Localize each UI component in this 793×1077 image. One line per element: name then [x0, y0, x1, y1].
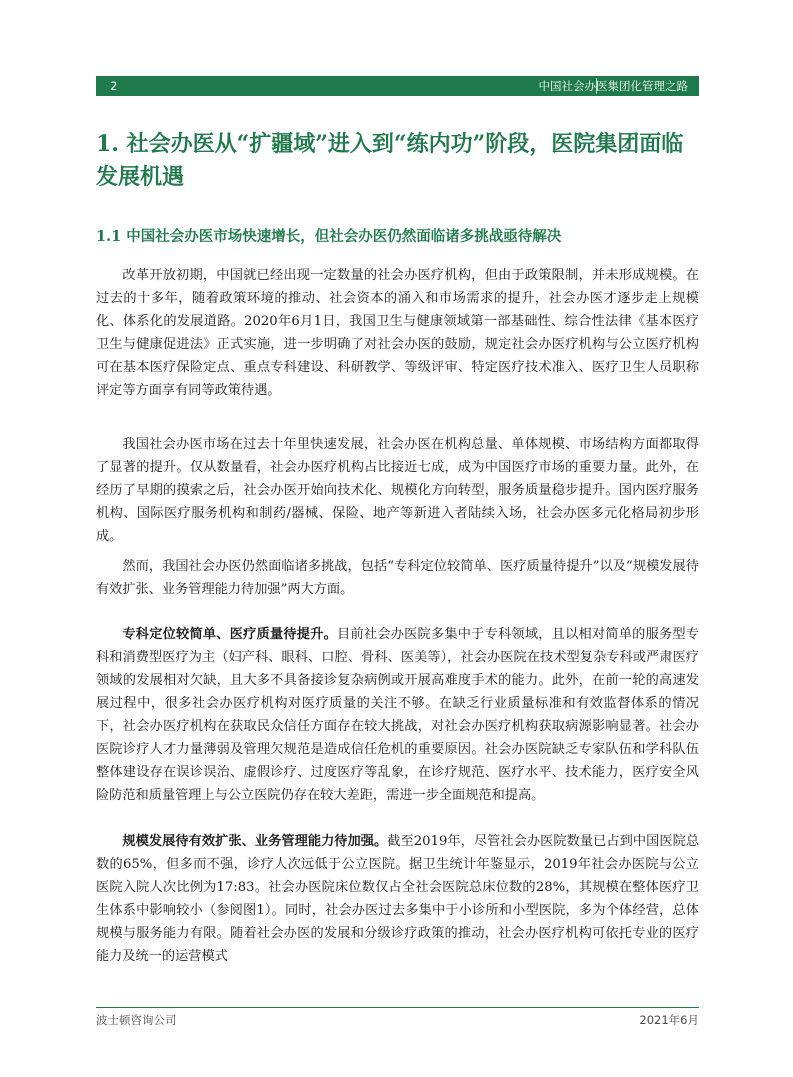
footer-company: 波士顿咨询公司 — [96, 1013, 177, 1027]
page-number: 2 — [110, 79, 118, 93]
paragraph-lead-quality: 专科定位较简单、医疗质量待提升。 — [122, 627, 338, 642]
paragraph-lead-scale: 规模发展待有效扩张、业务管理能力待加强。 — [122, 834, 388, 849]
running-header — [96, 76, 699, 96]
footer-date: 2021年6月 — [639, 1013, 699, 1027]
running-title: 中国社会办医集团化管理之路 — [538, 79, 688, 93]
paragraph-market-growth: 我国社会办医市场在过去十年里快速发展，社会办医在机构总量、单体规模、市场结构方面都取得了显著的提升。仅从数量看，社会办医疗机构占比接近七成，成为中国医疗市场的重要力量。此外，在经历了早期的摸索之后，社会办医开始向技术化、规模化方向转型，服务质量稳步提升。国内医疗服务机构、国际医疗服务机构和制药/器械、保险、地产等新进入者陆续入场，社会办医多元化格局初步形成。 — [96, 437, 699, 544]
footer-divider — [96, 1007, 699, 1008]
paragraph-quality — [96, 623, 699, 807]
paragraph-intro: 改革开放初期，中国就已经出现一定数量的社会办医疗机构，但由于政策限制，并未形成规模。在过去的十多年，随着政策环境的推动、社会资本的涌入和市场需求的提升，社会办医才逐步走上规模化、体系化的发展道路。2020年6月1日，我国卫生与健康领域第一部基础性、综合性法律《基本医疗卫生与健康促进法》正式实施，进一步明确了对社会办医的鼓励，规定社会办医疗机构与公立医疗机构可在基本医疗保险定点、重点专科建设、科研教学、等级评审、特定医疗技术准入、医疗卫生人员职称评定等方面享有同等政策待遇。 — [96, 268, 699, 398]
subsection-heading: 1.1 中国社会办医市场快速增长，但社会办医仍然面临诸多挑战亟待解决 — [96, 228, 562, 245]
paragraph-body-quality: 目前社会办医院多集中于专科领域，且以相对简单的服务型专科和消费型医疗为主（妇产科、眼科、口腔、骨科、医美等），社会办医院在技术型复杂专科或严肃医疗领域的发展相对欠缺，且大多不具备接诊复杂病例或开展高难度手术的能力。此外，在前一轮的高速发展过程中，很多社会办医疗机构对医疗质量的关注不够。在缺乏行业质量标准和有效监督体系的情况下，社会办医疗机构在获取民众信任方面存在较大挑战，对社会办医疗机构获取病源影响显著。社会办医院诊疗人才力量薄弱及管理欠规范是造成信任危机的重要原因。社会办医院缺乏专家队伍和学科队伍整体建设存在误诊误治、虚假诊疗、过度医疗等乱象，在诊疗规范、医疗水平、技术能力，医疗安全风险防范和质量管理上与公立医院仍存在较大差距，需进一步全面规范和提高。 — [96, 627, 700, 803]
section-heading: 1. 社会办医从“扩疆域”进入到“练内功”阶段，医院集团面临发展机遇 — [96, 131, 684, 190]
paragraph-challenges: 然而，我国社会办医仍然面临诸多挑战，包括“专科定位较简单、医疗质量待提升”以及“规模发展待有效扩张、业务管理能力待加强”两大方面。 — [96, 559, 699, 597]
paragraph-scale — [96, 830, 699, 968]
paragraph-body-scale: 截至2019年，尽管社会办医院数量已占到中国医院总数的65%，但多而不强，诊疗人次远低于公立医院。据卫生统计年鉴显示，2019年社会办医院与公立医院入院人次比例为17:83。社会办医院床位数仅占全社会医院总床位数的28%，其规模在整体医疗卫生体系中影响较小（参阅图1）。同时，社会办医过去多集中于小诊所和小型医院，多为个体经营，总体规模与服务能力有限。随着社会办医的发展和分级诊疗政策的推动，社会办医疗机构可依托专业的医疗能力及统一的运营模式 — [96, 834, 700, 964]
